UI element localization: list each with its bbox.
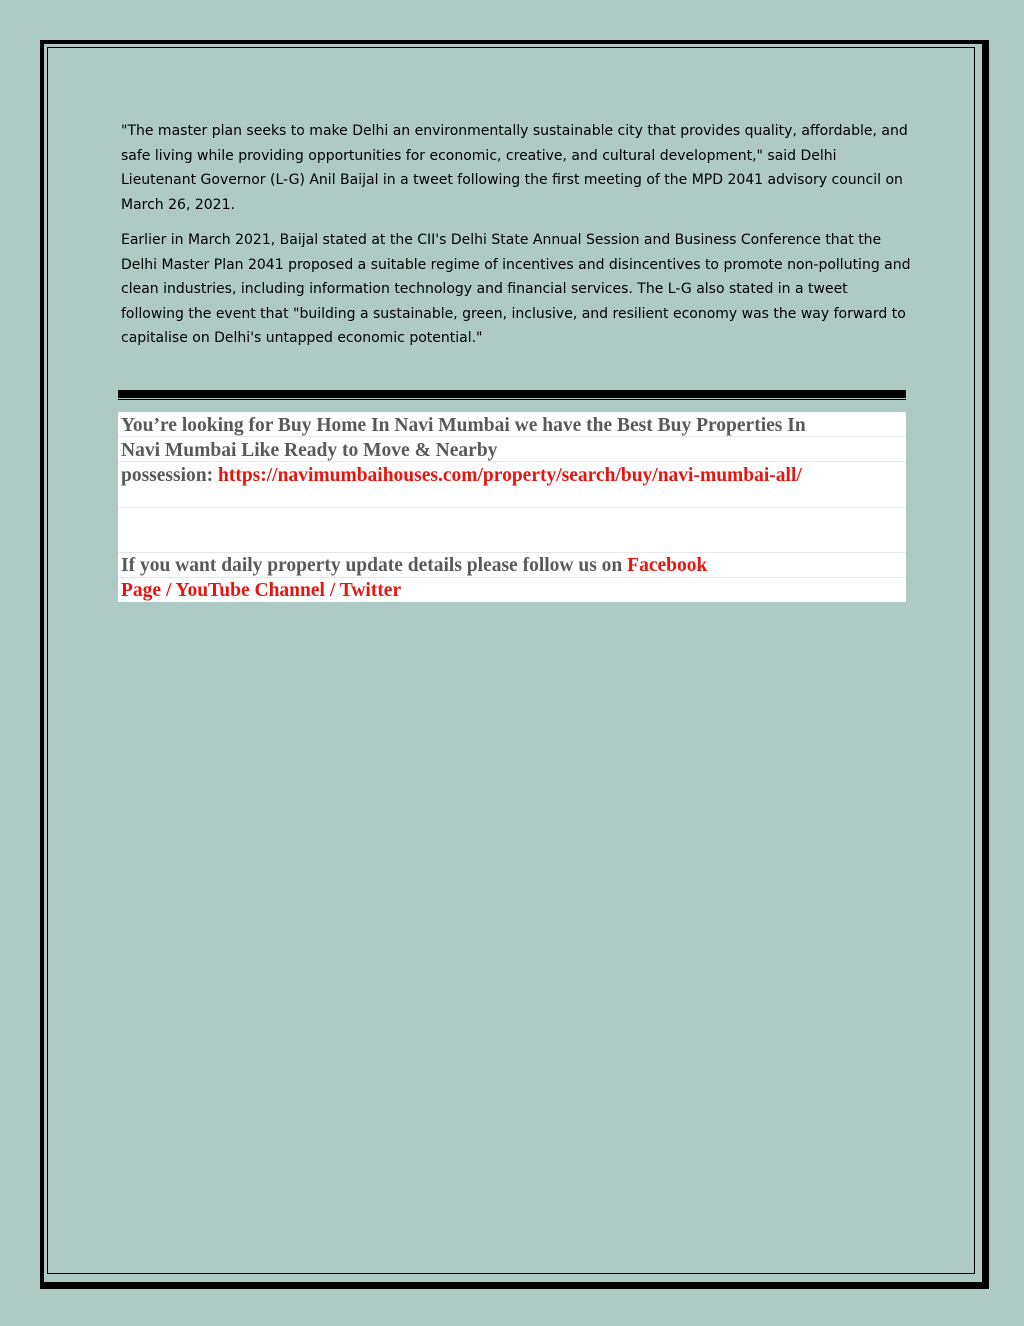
article-paragraph-1: "The master plan seeks to make Delhi an environmentally sustainable city that provides quality, affordable, and safe living while providing opportunities for economic, creative, and cultural development," said Delhi Lieutenant Governor (L-G) Anil Baijal in a tweet following the first meeting of the MPD 2041 advisory council on March 26, 2021. [121, 123, 908, 213]
promo-box [118, 412, 906, 602]
property-search-link[interactable]: https://navimumbaihouses.com/property/search/buy/navi-mumbai-all/ [218, 465, 802, 486]
promo-row-line [118, 552, 906, 553]
link-separator: / [324, 580, 340, 601]
facebook-page-link[interactable]: Page [121, 580, 162, 601]
promo-line-3 [121, 464, 802, 489]
youtube-channel-link[interactable]: YouTube Channel [175, 580, 325, 601]
promo-row-line [118, 507, 906, 508]
twitter-link[interactable]: Twitter [339, 580, 402, 601]
possession-label: possession: [121, 465, 218, 486]
follow-text: If you want daily property update details please follow us on [121, 555, 628, 576]
follow-line [121, 554, 707, 579]
promo-line-2: Navi Mumbai Like Ready to Move & Nearby [121, 440, 498, 461]
link-separator: / [161, 580, 176, 601]
facebook-link[interactable]: Facebook [627, 555, 708, 576]
social-links-line [121, 579, 401, 604]
section-divider [118, 390, 906, 398]
promo-line-1: You’re looking for Buy Home In Navi Mumbai we have the Best Buy Properties In [121, 415, 806, 436]
article-body [121, 119, 911, 351]
article-paragraph-2: Earlier in March 2021, Baijal stated at the CII's Delhi State Annual Session and Business Conference that the Delhi Master Plan 2041 proposed a suitable regime of incentives and disincentives to promote non-polluting and clean industries, including information technology and financial services. The L-G also stated in a tweet following the event that "building a sustainable, green, inclusive, and resilient economy was the way forward to capitalise on Delhi's untapped economic potential." [121, 232, 911, 346]
